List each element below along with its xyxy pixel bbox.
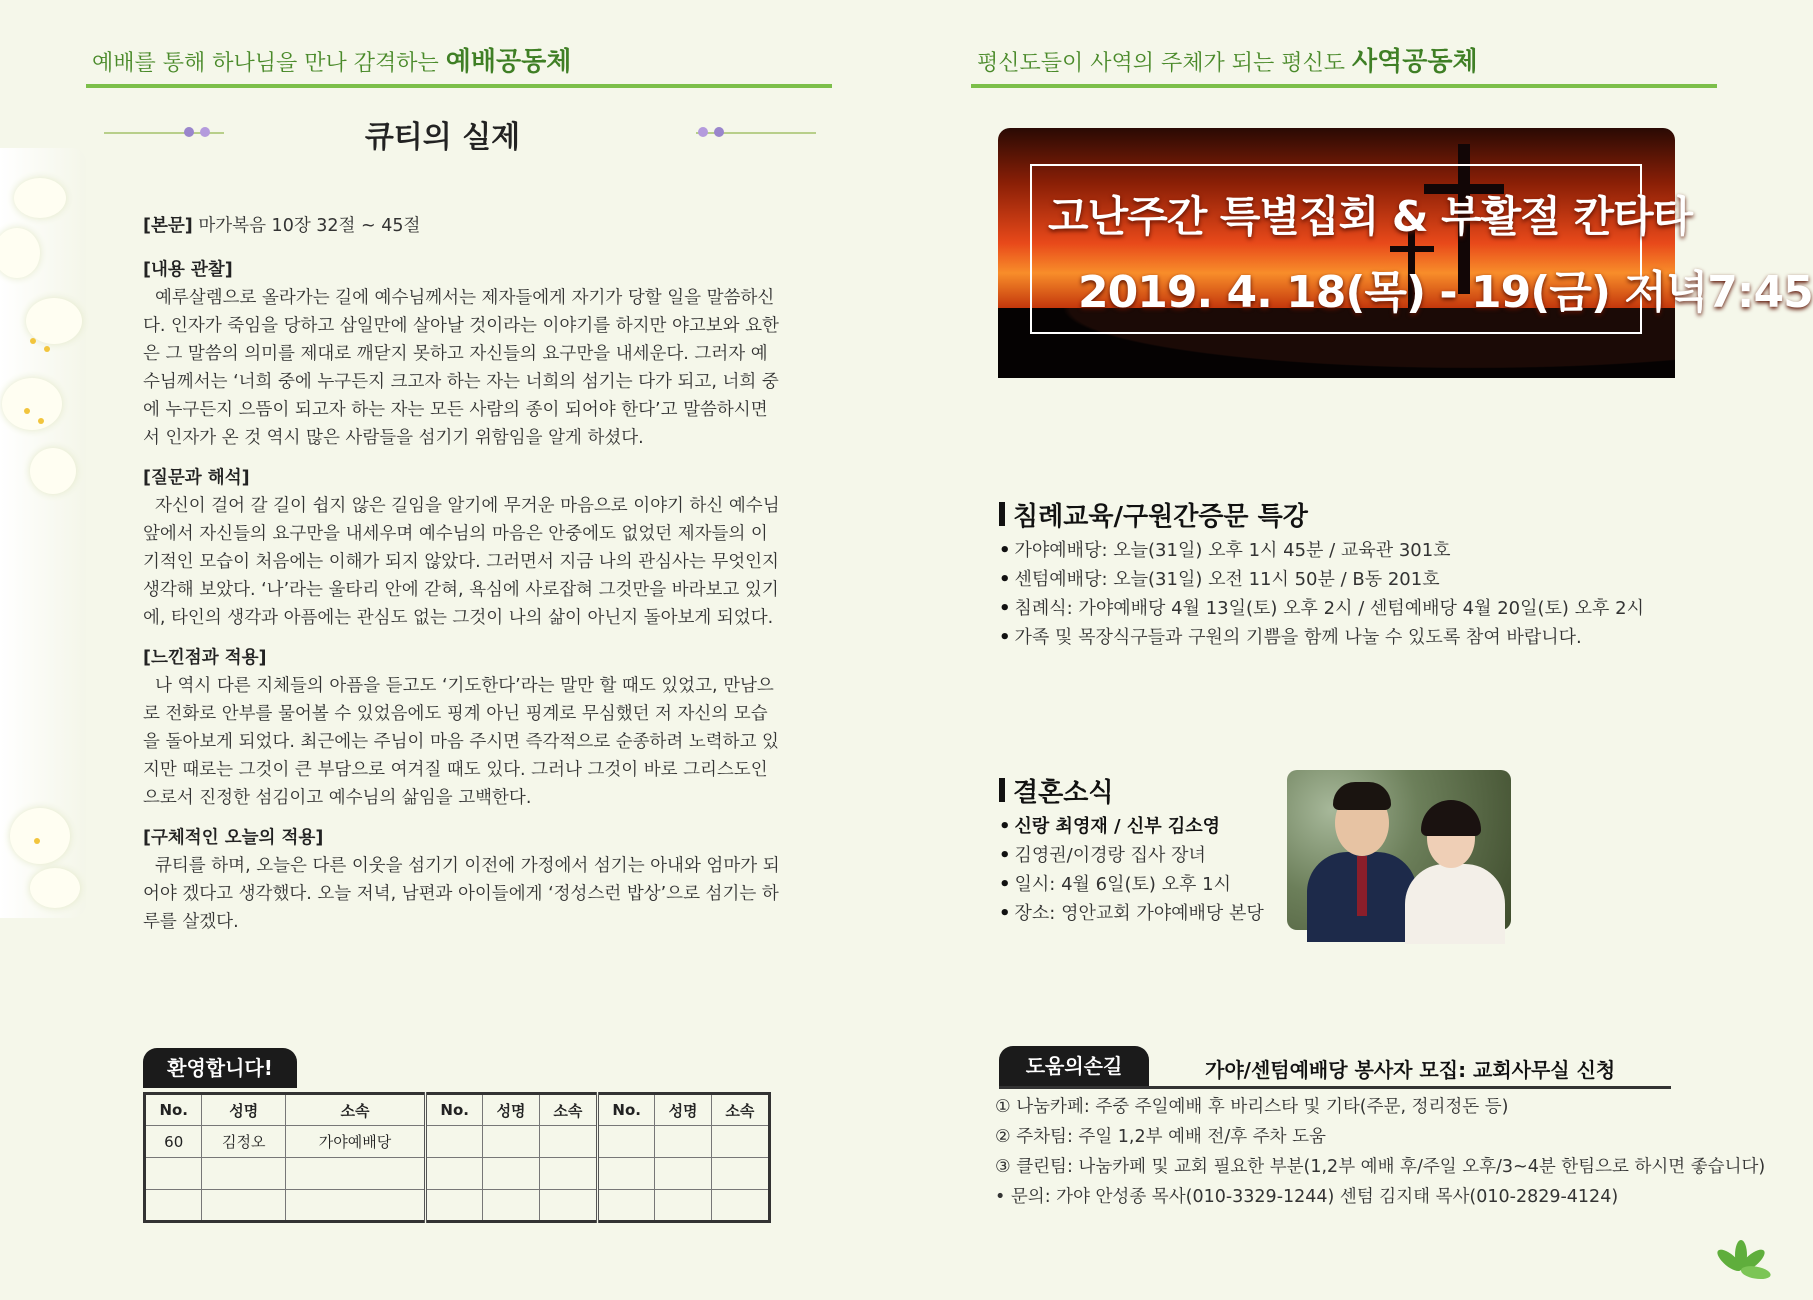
list-item: • 침례식: 가야예배당 4월 13일(토) 오후 2시 / 센텀예배당 4월 20일(토) 오후 2시 — [999, 594, 1644, 623]
table-cell — [539, 1190, 597, 1222]
right-page — [885, 0, 1813, 1300]
table-cell — [145, 1190, 202, 1222]
wedding-photo — [1287, 770, 1511, 930]
col-group-3: 소속 — [711, 1094, 769, 1126]
question-text: 자신이 걸어 갈 길이 쉽지 않은 길임을 알기에 무거운 마음으로 이야기 하신 예수님 앞에서 자신들의 요구만을 내세우며 예수님의 마음은 안중에도 없었던 제자들의 이기적인 모습이 처음에는 이해가 되지 않았다. 그러면서 지금 나의 관심사는 무엇인지 생각해 보았다. ‘나’라는 울타리 안에 갇혀, 욕심에 사로잡혀 그것만을 바라보고 있기에, 타인의 생각과 아픔에는 관심도 없는 그것이 나의 삶이 아닌지 돌아보게 되었다. — [143, 496, 780, 628]
table-cell — [483, 1158, 539, 1190]
table-cell — [425, 1126, 482, 1158]
baptism-list — [999, 536, 1644, 652]
table-cell — [539, 1126, 597, 1158]
qt-body — [143, 212, 783, 948]
couple-names: • 신랑 최영재 / 신부 김소영 — [999, 812, 1264, 841]
col-name-3: 성명 — [655, 1094, 711, 1126]
col-name-1: 성명 — [202, 1094, 286, 1126]
feel-text: 나 역시 다른 지체들의 아픔을 듣고도 ‘기도한다’라는 말만 할 때도 있었고, 만남으로 전화로 안부를 물어볼 수 있었음에도 핑계 아닌 핑계로 무심했던 저 자신의 모습을 돌아보게 되었다. 최근에는 주님이 마음 주시면 즉각적으로 순종하려 노력하고 있지만 때로는 그것이 큰 부담으로 여겨질 때도 있다. 그러나 그것이 바로 그리스도인으로서 진정한 섬김이고 예수님의 삶임을 고백한다. — [143, 676, 779, 808]
table-cell — [145, 1158, 202, 1190]
left-page — [0, 0, 885, 1300]
table-cell — [202, 1158, 286, 1190]
scripture-ref: 마가복음 10장 32절 ~ 45절 — [192, 216, 421, 236]
table-row — [145, 1126, 770, 1158]
apply-heading: [구체적인 오늘의 적용] — [143, 828, 324, 848]
list-item: • 문의: 가야 안성종 목사(010-3329-1244) 센텀 김지태 목사(010-2829-4124) — [995, 1187, 1619, 1207]
welcome-table — [143, 1092, 771, 1223]
scripture-label: [본문] — [143, 216, 193, 236]
col-no-3: No. — [597, 1094, 654, 1126]
col-no-1: No. — [145, 1094, 202, 1126]
table-cell — [425, 1158, 482, 1190]
wedding-title: 결혼소식 — [999, 772, 1113, 809]
table-cell — [711, 1158, 769, 1190]
table-cell — [286, 1190, 426, 1222]
col-name-2: 성명 — [483, 1094, 539, 1126]
list-item: • 장소: 영안교회 가야예배당 본당 — [999, 899, 1264, 928]
flower-decoration — [0, 148, 86, 918]
table-cell — [539, 1158, 597, 1190]
col-no-2: No. — [425, 1094, 482, 1126]
col-group-1: 소속 — [286, 1094, 426, 1126]
list-item: • 김영권/이경랑 집사 장녀 — [999, 841, 1264, 870]
left-header-band — [86, 44, 832, 88]
feel-heading: [느낀점과 적용] — [143, 648, 267, 668]
welcome-header-row — [145, 1094, 770, 1126]
table-cell — [597, 1190, 654, 1222]
table-cell: 가야예배당 — [286, 1126, 426, 1158]
list-item: ② 주차팀: 주일 1,2부 예배 전/후 주차 도움 — [995, 1127, 1326, 1147]
table-cell — [711, 1126, 769, 1158]
right-header-text: 평신도들이 사역의 주체가 되는 평신도 사역공동체 — [977, 47, 1478, 77]
table-cell — [597, 1158, 654, 1190]
table-cell — [655, 1158, 711, 1190]
easter-banner — [998, 128, 1813, 378]
left-header-bold: 예배공동체 — [445, 47, 572, 77]
help-tab: 도움의손길 — [999, 1046, 1149, 1086]
list-item: ③ 클린팀: 나눔카페 및 교회 필요한 부분(1,2부 예배 후/주일 오후/3~4분 한팀으로 하시면 좋습니다) — [995, 1157, 1766, 1177]
help-divider — [999, 1086, 1671, 1089]
list-item: • 가족 및 목장식구들과 구원의 기쁨을 함께 나눌 수 있도록 참여 바랍니다. — [999, 623, 1644, 652]
table-cell — [286, 1158, 426, 1190]
col-group-2: 소속 — [539, 1094, 597, 1126]
observation-heading: [내용 관찰] — [143, 260, 233, 280]
help-title: 가야/센텀예배당 봉사자 모집: 교회사무실 신청 — [1205, 1058, 1616, 1082]
right-header-bold: 사역공동체 — [1352, 47, 1478, 77]
list-item: ① 나눔카페: 주중 주일예배 후 바리스타 및 기타(주문, 정리정돈 등) — [995, 1097, 1509, 1117]
table-row — [145, 1190, 770, 1222]
table-cell — [655, 1190, 711, 1222]
list-item: • 센텀예배당: 오늘(31일) 오전 11시 50분 / B동 201호 — [999, 565, 1644, 594]
right-header-band — [971, 44, 1717, 88]
help-list — [995, 1092, 1765, 1212]
baptism-title: 침례교육/구원간증문 특강 — [999, 496, 1308, 533]
left-header-text: 예배를 통해 하나님을 만나 감격하는 예배공동체 — [92, 47, 572, 77]
welcome-tab: 환영합니다! — [143, 1048, 297, 1088]
table-cell — [483, 1126, 539, 1158]
question-heading: [질문과 해석] — [143, 468, 250, 488]
table-cell: 김정오 — [202, 1126, 286, 1158]
observation-text: 예루살렘으로 올라가는 길에 예수님께서는 제자들에게 자기가 당할 일을 말씀하신다. 인자가 죽임을 당하고 삼일만에 살아날 것이라는 이야기를 하지만 야고보와 요한은 그 말씀의 의미를 제대로 깨닫지 못하고 자신들의 요구만을 내세운다. 그러자 예수님께서는 ‘너희 중에 누구든지 크고자 하는 자는 너희의 섬기는 다가 되고, 너희 중에 누구든지 으뜸이 되고자 하는 자는 모든 사람의 종이 되어야 한다’고 말씀하시면서 인자가 온 것 역시 많은 사람들을 섬기기 위함임을 알게 하셨다. — [143, 288, 779, 448]
table-cell — [425, 1190, 482, 1222]
leaf-icon — [1715, 1240, 1765, 1290]
table-cell — [655, 1126, 711, 1158]
table-cell — [711, 1190, 769, 1222]
apply-text: 큐티를 하며, 오늘은 다른 이웃을 섬기기 이전에 가정에서 섬기는 아내와 엄마가 되어야 겠다고 생각했다. 오늘 저녁, 남편과 아이들에게 ‘정성스런 밥상’으로 섬기는 하루를 살겠다. — [143, 856, 780, 932]
banner-title: 고난주간 특별집회 & 부활절 칸타타 — [1048, 192, 1693, 241]
table-cell — [202, 1190, 286, 1222]
list-item: • 가야예배당: 오늘(31일) 오후 1시 45분 / 교육관 301호 — [999, 536, 1644, 565]
table-cell — [483, 1190, 539, 1222]
banner-date: 2019. 4. 18(목) - 19(금) 저녁7:45 — [1078, 267, 1813, 318]
wedding-list — [999, 812, 1264, 928]
list-item: • 일시: 4월 6일(토) 오후 1시 — [999, 870, 1264, 899]
qt-title: 큐티의 실제 — [364, 120, 521, 155]
table-cell — [597, 1126, 654, 1158]
table-cell: 60 — [145, 1126, 202, 1158]
table-row — [145, 1158, 770, 1190]
